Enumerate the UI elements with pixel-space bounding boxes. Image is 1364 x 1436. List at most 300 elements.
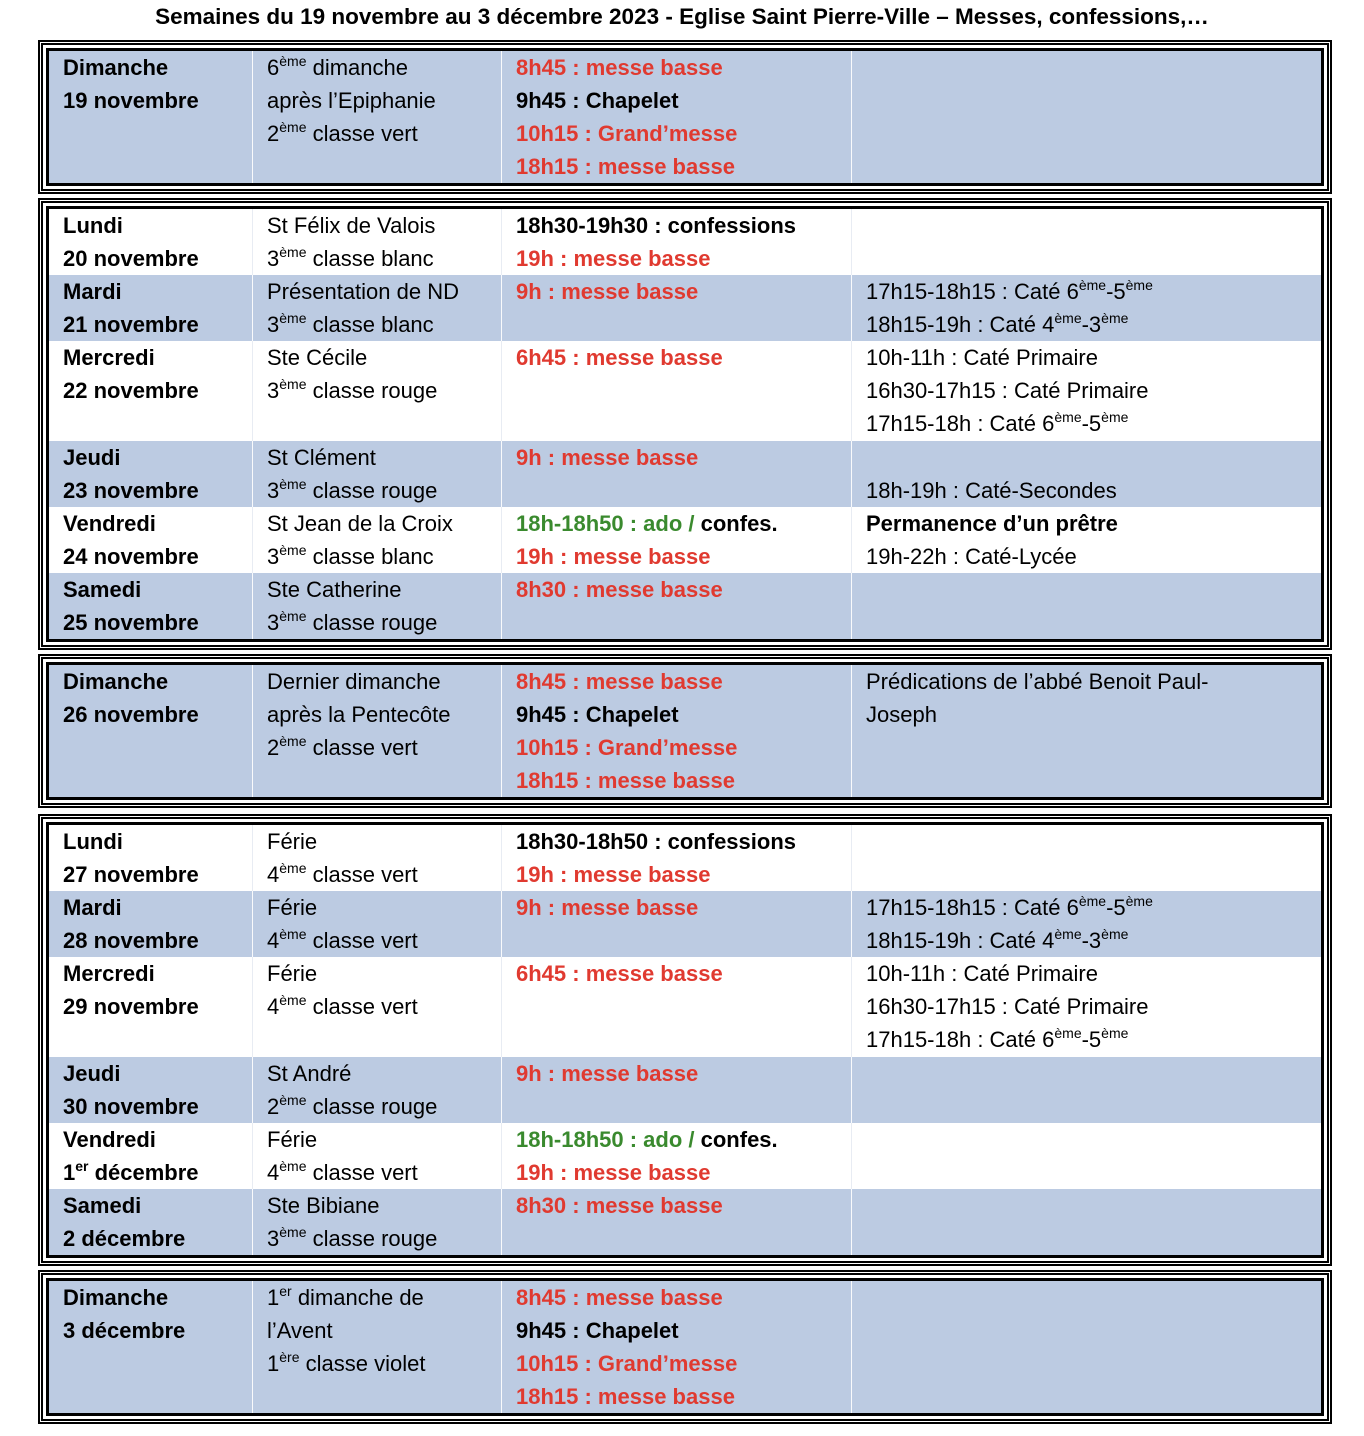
- activity-cell: [851, 1123, 1321, 1189]
- cell-line: [866, 1023, 1321, 1056]
- cell-line: [267, 924, 501, 957]
- mass-time: 8h30 : messe basse: [516, 1193, 723, 1218]
- activity-cell: [851, 441, 1321, 507]
- text: Ste Catherine: [267, 577, 402, 602]
- schedule-line: [516, 1314, 851, 1347]
- text: 30 novembre: [63, 1094, 199, 1119]
- schedule-block: [38, 198, 1332, 650]
- text: St Félix de Valois: [267, 213, 436, 238]
- cell-line: [267, 507, 501, 540]
- mass-time: 8h30 : messe basse: [516, 577, 723, 602]
- schedule-line: [516, 1057, 851, 1090]
- schedule-line: [516, 507, 851, 540]
- schedule-line: [516, 540, 851, 573]
- text: 4: [267, 862, 280, 887]
- day-row: [49, 1189, 1321, 1255]
- cell-line: [63, 540, 252, 573]
- day-row: [49, 51, 1321, 183]
- text: 3: [267, 312, 280, 337]
- activity-cell: [851, 507, 1321, 573]
- text: dimanche de: [291, 1285, 424, 1310]
- event-time: 9h45 : Chapelet: [516, 702, 679, 727]
- text: -5: [1106, 895, 1126, 920]
- mass-time: 19h : messe basse: [516, 544, 711, 569]
- schedule-block-inner: [46, 1278, 1324, 1416]
- cell-line: [63, 891, 252, 924]
- superscript: ème: [279, 732, 307, 749]
- text: 3: [267, 378, 280, 403]
- schedule-line: [516, 1189, 851, 1222]
- superscript: ème: [1078, 892, 1107, 909]
- text: Dimanche: [63, 1285, 169, 1310]
- superscript: ème: [1054, 309, 1082, 326]
- liturgy-cell: [252, 209, 501, 275]
- liturgy-cell: [252, 665, 501, 797]
- cell-line: [63, 308, 252, 341]
- text: Jeudi: [63, 445, 121, 470]
- mass-time: 9h : messe basse: [516, 279, 699, 304]
- text: 27 novembre: [63, 862, 199, 887]
- text: 3: [267, 246, 280, 271]
- text: 29 novembre: [63, 994, 199, 1019]
- superscript: ème: [279, 375, 307, 392]
- schedule-line: [516, 275, 851, 308]
- schedule-cell: [501, 51, 851, 183]
- text: classe rouge: [306, 378, 438, 403]
- day-cell: [49, 825, 252, 891]
- day-row: [49, 341, 1321, 441]
- day-row: [49, 441, 1321, 507]
- day-cell: [49, 341, 252, 441]
- schedule-cell: [501, 665, 851, 797]
- day-cell: [49, 507, 252, 573]
- text: 18h-19h : Caté-Secondes: [866, 478, 1117, 503]
- superscript: ème: [1125, 892, 1153, 909]
- text: classe vert: [306, 121, 418, 146]
- text: Jeudi: [63, 1061, 121, 1086]
- schedule-line: [516, 764, 851, 797]
- superscript: ème: [279, 925, 307, 942]
- cell-line: [267, 731, 501, 764]
- schedule-line: [516, 1123, 851, 1156]
- schedule-line: [516, 698, 851, 731]
- activity-cell: [851, 825, 1321, 891]
- schedule-line: [516, 1156, 851, 1189]
- event-time: 18h30-19h30 : confessions: [516, 213, 797, 238]
- superscript: ème: [1101, 309, 1129, 326]
- cell-line: [267, 606, 501, 639]
- mass-time: 18h15 : messe basse: [516, 154, 735, 179]
- liturgy-cell: [252, 573, 501, 639]
- cell-line: [63, 665, 252, 698]
- superscript: ème: [279, 859, 307, 876]
- day-cell: [49, 891, 252, 957]
- cell-line: [63, 858, 252, 891]
- ado-label: 18h-18h50 : ado /: [516, 511, 701, 536]
- text: classe vert: [306, 735, 418, 760]
- cell-line: [267, 117, 501, 150]
- cell-line: [267, 891, 501, 924]
- page-title: Semaines du 19 novembre au 3 décembre 2023 - Eglise Saint Pierre-Ville – Messes, confessions,…: [155, 4, 1209, 29]
- liturgy-cell: [252, 275, 501, 341]
- superscript: ème: [279, 541, 307, 558]
- cell-line: [267, 1057, 501, 1090]
- cell-line: [267, 308, 501, 341]
- text: Présentation de ND: [267, 279, 459, 304]
- text: Dimanche: [63, 669, 169, 694]
- superscript: ème: [1054, 408, 1082, 425]
- cell-line: [267, 1156, 501, 1189]
- cell-line: [267, 573, 501, 606]
- superscript: ème: [1054, 1024, 1082, 1041]
- text: Mercredi: [63, 345, 155, 370]
- text: 25 novembre: [63, 610, 199, 635]
- cell-line: [866, 540, 1321, 573]
- day-cell: [49, 1057, 252, 1123]
- text: 1: [267, 1285, 280, 1310]
- cell-line: [63, 990, 252, 1023]
- cell-line: [866, 957, 1321, 990]
- text: St Clément: [267, 445, 376, 470]
- superscript: ème: [279, 1091, 307, 1108]
- schedule-line: [516, 150, 851, 183]
- cell-line: [63, 275, 252, 308]
- text: Lundi: [63, 213, 123, 238]
- text: 2 décembre: [63, 1226, 186, 1251]
- text: 24 novembre: [63, 544, 199, 569]
- cell-line: [63, 1156, 252, 1189]
- text: décembre: [88, 1160, 199, 1185]
- cell-line: [63, 51, 252, 84]
- cell-line: [63, 1222, 252, 1255]
- schedule-block-inner: [46, 206, 1324, 642]
- text: 3: [267, 478, 280, 503]
- schedule-block-inner: [46, 662, 1324, 800]
- text: Ste Cécile: [267, 345, 368, 370]
- text: 2: [267, 121, 280, 146]
- ado-label: 18h-18h50 : ado /: [516, 1127, 701, 1152]
- cell-line: [267, 990, 501, 1023]
- text: classe rouge: [306, 1094, 438, 1119]
- day-cell: [49, 275, 252, 341]
- confessions-label: confes.: [700, 511, 778, 536]
- superscript: ème: [279, 52, 307, 69]
- cell-line: [866, 698, 1321, 731]
- text: Samedi: [63, 577, 142, 602]
- schedule-cell: [501, 1189, 851, 1255]
- text: -5: [1081, 1027, 1102, 1052]
- cell-line: [267, 441, 501, 474]
- day-row: [49, 1281, 1321, 1413]
- schedule-line: [516, 51, 851, 84]
- cell-line: [63, 606, 252, 639]
- schedule-cell: [501, 209, 851, 275]
- text: Dimanche: [63, 55, 169, 80]
- day-row: [49, 825, 1321, 891]
- text: Férie: [267, 1127, 318, 1152]
- schedule-block: [38, 814, 1332, 1266]
- cell-line: [63, 825, 252, 858]
- event-time: 9h45 : Chapelet: [516, 1318, 679, 1343]
- mass-time: 19h : messe basse: [516, 1160, 711, 1185]
- liturgy-cell: [252, 441, 501, 507]
- schedule-cell: [501, 275, 851, 341]
- schedule-line: [516, 1380, 851, 1413]
- day-row: [49, 891, 1321, 957]
- text: 3: [267, 610, 280, 635]
- cell-line: [267, 1314, 501, 1347]
- confessions-label: confes.: [700, 1127, 778, 1152]
- cell-line: [267, 374, 501, 407]
- day-row: [49, 573, 1321, 639]
- schedule-block-inner: [46, 822, 1324, 1258]
- schedule-cell: [501, 507, 851, 573]
- text: Permanence d’un prêtre: [866, 511, 1118, 536]
- mass-time: 8h45 : messe basse: [516, 669, 723, 694]
- schedule-cell: [501, 573, 851, 639]
- text: classe violet: [299, 1351, 426, 1376]
- cell-line: [63, 242, 252, 275]
- cell-line: [866, 407, 1321, 440]
- text: après la Pentecôte: [267, 702, 451, 727]
- schedule-line: [516, 957, 851, 990]
- text: 4: [267, 928, 280, 953]
- text: classe rouge: [306, 1226, 438, 1251]
- mass-time: 18h15 : messe basse: [516, 768, 735, 793]
- text: 3 décembre: [63, 1318, 186, 1343]
- schedule-line: [516, 825, 851, 858]
- text: classe blanc: [306, 544, 434, 569]
- text: Mercredi: [63, 961, 155, 986]
- day-row: [49, 1057, 1321, 1123]
- cell-line: [866, 891, 1321, 924]
- liturgy-cell: [252, 507, 501, 573]
- text: 26 novembre: [63, 702, 199, 727]
- liturgy-cell: [252, 1057, 501, 1123]
- mass-time: 8h45 : messe basse: [516, 1285, 723, 1310]
- text: classe vert: [306, 928, 418, 953]
- liturgy-cell: [252, 341, 501, 441]
- text: 16h30-17h15 : Caté Primaire: [866, 994, 1149, 1019]
- cell-line: [63, 924, 252, 957]
- schedule-line: [516, 573, 851, 606]
- superscript: ème: [1101, 925, 1129, 942]
- schedule-line: [516, 731, 851, 764]
- cell-line: [63, 698, 252, 731]
- cell-line: [63, 341, 252, 374]
- text: 17h15-18h : Caté 6: [866, 1027, 1055, 1052]
- cell-line: [267, 858, 501, 891]
- liturgy-cell: [252, 1281, 501, 1413]
- cell-line: [267, 1123, 501, 1156]
- text: 4: [267, 1160, 280, 1185]
- mass-time: 9h : messe basse: [516, 1061, 699, 1086]
- event-time: 9h45 : Chapelet: [516, 88, 679, 113]
- cell-line: [267, 825, 501, 858]
- text: -5: [1106, 279, 1126, 304]
- activity-cell: [851, 51, 1321, 183]
- cell-line: [63, 1281, 252, 1314]
- text: 6: [267, 55, 280, 80]
- liturgy-cell: [252, 1189, 501, 1255]
- superscript: er: [279, 1282, 292, 1299]
- superscript: ème: [1125, 276, 1153, 293]
- day-cell: [49, 209, 252, 275]
- day-cell: [49, 51, 252, 183]
- superscript: ème: [279, 1157, 307, 1174]
- text: l’Avent: [267, 1318, 333, 1343]
- text: -5: [1081, 411, 1102, 436]
- text: 2: [267, 735, 280, 760]
- cell-line: [267, 51, 501, 84]
- schedule-line: [516, 117, 851, 150]
- cell-line: [267, 1281, 501, 1314]
- text: classe blanc: [306, 246, 434, 271]
- text: classe vert: [306, 862, 418, 887]
- mass-time: 10h15 : Grand’messe: [516, 1351, 738, 1376]
- text: 20 novembre: [63, 246, 199, 271]
- activity-cell: [851, 275, 1321, 341]
- schedule-cell: [501, 891, 851, 957]
- day-row: [49, 957, 1321, 1057]
- cell-line: [63, 474, 252, 507]
- cell-line: [866, 308, 1321, 341]
- schedule-cell: [501, 1123, 851, 1189]
- cell-line: [63, 1057, 252, 1090]
- schedule-line: [516, 441, 851, 474]
- cell-line: [866, 341, 1321, 374]
- text: dimanche: [306, 55, 408, 80]
- text: Vendredi: [63, 511, 156, 536]
- text: après l’Epiphanie: [267, 88, 436, 113]
- text: Lundi: [63, 829, 123, 854]
- cell-line: [267, 1189, 501, 1222]
- mass-time: 10h15 : Grand’messe: [516, 735, 738, 760]
- mass-time: 18h15 : messe basse: [516, 1384, 735, 1409]
- schedule-line: [516, 84, 851, 117]
- superscript: ème: [1054, 925, 1082, 942]
- schedule-block: [38, 40, 1332, 194]
- text: classe vert: [306, 994, 418, 1019]
- cell-line: [866, 990, 1321, 1023]
- text: classe blanc: [306, 312, 434, 337]
- day-cell: [49, 957, 252, 1057]
- activity-cell: [851, 209, 1321, 275]
- text: 21 novembre: [63, 312, 199, 337]
- text: -3: [1081, 928, 1102, 953]
- schedule-cell: [501, 957, 851, 1057]
- activity-cell: [851, 1281, 1321, 1413]
- activity-cell: [851, 573, 1321, 639]
- text: 10h-11h : Caté Primaire: [866, 345, 1098, 370]
- day-cell: [49, 1189, 252, 1255]
- cell-line: [63, 957, 252, 990]
- text: 1: [267, 1351, 280, 1376]
- mass-time: 6h45 : messe basse: [516, 961, 723, 986]
- liturgy-cell: [252, 957, 501, 1057]
- cell-line: [267, 341, 501, 374]
- text: 22 novembre: [63, 378, 199, 403]
- liturgy-cell: [252, 51, 501, 183]
- text: Prédications de l’abbé Benoit Paul-: [866, 669, 1209, 694]
- text: Férie: [267, 829, 318, 854]
- text: 28 novembre: [63, 928, 199, 953]
- cell-line: [63, 573, 252, 606]
- day-row: [49, 275, 1321, 341]
- text: 10h-11h : Caté Primaire: [866, 961, 1098, 986]
- day-cell: [49, 573, 252, 639]
- text: Mardi: [63, 279, 122, 304]
- day-row: [49, 507, 1321, 573]
- superscript: ème: [279, 1223, 307, 1240]
- mass-time: 6h45 : messe basse: [516, 345, 723, 370]
- mass-time: 19h : messe basse: [516, 862, 711, 887]
- cell-line: [63, 84, 252, 117]
- schedule-block: [38, 1270, 1332, 1424]
- cell-line: [267, 209, 501, 242]
- text: 17h15-18h15 : Caté 6: [866, 895, 1079, 920]
- cell-line: [267, 665, 501, 698]
- cell-line: [267, 242, 501, 275]
- text: Joseph: [866, 702, 937, 727]
- cell-line: [267, 474, 501, 507]
- cell-line: [63, 507, 252, 540]
- day-row: [49, 1123, 1321, 1189]
- schedule-line: [516, 1347, 851, 1380]
- schedule-block-inner: [46, 48, 1324, 186]
- day-cell: [49, 1123, 252, 1189]
- day-row: [49, 665, 1321, 797]
- activity-cell: [851, 957, 1321, 1057]
- cell-line: [866, 474, 1321, 507]
- text: 4: [267, 994, 280, 1019]
- superscript: ème: [1101, 1024, 1129, 1041]
- text: Vendredi: [63, 1127, 156, 1152]
- cell-line: [63, 1090, 252, 1123]
- superscript: ème: [279, 475, 307, 492]
- cell-line: [267, 1347, 501, 1380]
- text: 1: [63, 1160, 76, 1185]
- text: 18h15-19h : Caté 4: [866, 312, 1055, 337]
- superscript: ème: [1078, 276, 1107, 293]
- text: St Jean de la Croix: [267, 511, 453, 536]
- schedule-line: [516, 341, 851, 374]
- cell-line: [267, 540, 501, 573]
- schedule-block: [38, 654, 1332, 808]
- activity-cell: [851, 891, 1321, 957]
- day-cell: [49, 665, 252, 797]
- text: 2: [267, 1094, 280, 1119]
- cell-line: [63, 1189, 252, 1222]
- text: 3: [267, 544, 280, 569]
- cell-line: [63, 209, 252, 242]
- mass-time: 9h : messe basse: [516, 445, 699, 470]
- schedule-line: [516, 242, 851, 275]
- text: classe vert: [306, 1160, 418, 1185]
- text: classe rouge: [306, 478, 438, 503]
- activity-cell: [851, 1189, 1321, 1255]
- text: 3: [267, 1226, 280, 1251]
- mass-time: 8h45 : messe basse: [516, 55, 723, 80]
- cell-line: [63, 1123, 252, 1156]
- cell-line: [866, 507, 1321, 540]
- text: 19 novembre: [63, 88, 199, 113]
- cell-line: [267, 84, 501, 117]
- day-cell: [49, 441, 252, 507]
- schedule-line: [516, 858, 851, 891]
- text: 17h15-18h : Caté 6: [866, 411, 1055, 436]
- superscript: ème: [279, 118, 307, 135]
